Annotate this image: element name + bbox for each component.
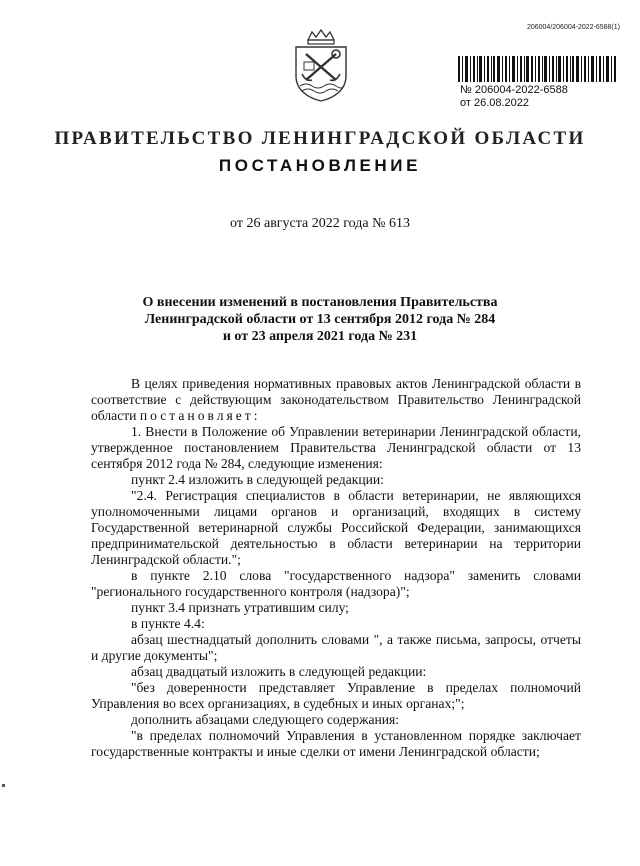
body-paragraph: "без доверенности представляет Управление в пределах полномочий Управления во всех организациях, в судебных и иных органах;";	[91, 680, 581, 711]
subject-line: Ленинградской области от 13 сентября 2012 года № 284	[144, 312, 496, 327]
body-paragraph: в пункте 2.10 слова "государственного надзора" заменить словами "регионального государственного контроля (надзора)";	[91, 568, 581, 599]
paragraph-text: В целях приведения нормативных правовых актов Ленинградской области в соответствие с действующим законодательством Правительство Ленинградской области	[91, 376, 581, 423]
subject-line: и от 23 апреля 2021 года № 231	[222, 329, 418, 344]
scan-mark	[2, 784, 5, 787]
body-paragraph: "2.4. Регистрация специалистов в области ветеринарии, не являющихся уполномоченными лицами органов и организаций, входящих в систему Государственной ветеринарной службы Российской Федерации, занимающихся предпринимательской деятельностью в области ветеринарии на территории Ленинградской области.";	[91, 488, 581, 567]
body-paragraph: "в пределах полномочий Управления в установленном порядке заключает государственные контракты и иные сделки от имени Ленинградской области;	[91, 728, 581, 759]
body-paragraph: пункт 3.4 признать утратившим силу;	[131, 600, 349, 615]
government-title: ПРАВИТЕЛЬСТВО ЛЕНИНГРАДСКОЙ ОБЛАСТИ	[54, 128, 586, 149]
document-subject	[100, 294, 540, 345]
registration-date: от 26.08.2022	[460, 97, 530, 109]
body-paragraph: дополнить абзацами следующего содержания:	[131, 712, 400, 727]
barcode-image	[458, 56, 616, 82]
body-paragraph: 1. Внести в Положение об Управлении ветеринарии Ленинградской области, утвержденное постановлением Правительства Ленинградской области от 13 сентября 2012 года № 284, следующие изменения:	[91, 424, 581, 471]
body-paragraph: абзац шестнадцатый дополнить словами ", а также письма, запросы, отчеты и другие документы";	[91, 632, 581, 663]
body-paragraph	[91, 376, 581, 424]
subject-line: О внесении изменений в постановления Правительства	[142, 295, 498, 310]
coat-of-arms-emblem	[290, 28, 352, 102]
document-code: 206004/206004-2022-6588(1)	[526, 24, 620, 31]
registration-number: № 206004-2022-6588	[460, 84, 568, 96]
body-paragraph: абзац двадцатый изложить в следующей редакции:	[131, 664, 427, 679]
document-body	[91, 376, 581, 760]
resolves-word: постановляет:	[139, 408, 261, 423]
body-paragraph: пункт 2.4 изложить в следующей редакции:	[131, 472, 384, 487]
body-paragraph: в пункте 4.4:	[131, 616, 205, 631]
document-date: от 26 августа 2022 года № 613	[230, 216, 410, 231]
document-type: ПОСТАНОВЛЕНИЕ	[218, 156, 422, 175]
